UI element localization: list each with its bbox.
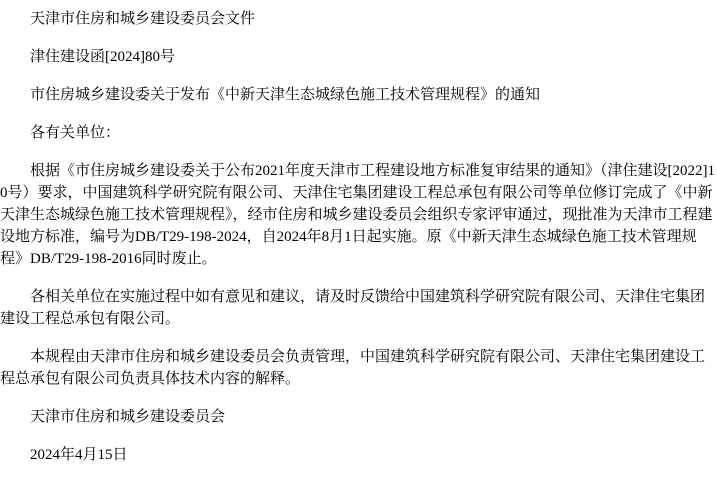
document-header: 天津市住房和城乡建设委员会文件 [30, 11, 256, 27]
document-number: 津住建设函[2024]80号 [30, 49, 175, 65]
notice-title: 市住房城乡建设委关于发布《中新天津生态城绿色施工技术管理规程》的通知 [30, 87, 541, 103]
signature: 天津市住房和城乡建设委员会 [30, 409, 226, 425]
issue-date: 2024年4月15日 [30, 447, 128, 463]
body-paragraph: 本规程由天津市住房和城乡建设委员会负责管理，中国建筑科学研究院有限公司、天津住宅集团建设工程总承包有限公司负责具体技术内容的解释。 [0, 349, 706, 387]
body-paragraph: 各相关单位在实施过程中如有意见和建议，请及时反馈给中国建筑科学研究院有限公司、天津住宅集团建设工程总承包有限公司。 [0, 289, 706, 327]
salutation: 各有关单位： [30, 125, 121, 141]
body-paragraph: 根据《市住房城乡建设委关于公布2021年度天津市工程建设地方标准复审结果的通知》（津住建设[2022]10号）要求，中国建筑科学研究院有限公司、天津住宅集团建设工程总承包有限公司等单位修订完成了《中新天津生态城绿色施工技术管理规程》，经市住房和城乡建设委员会组织专家评审通过，现批准为天津市工程建设地方标准，编号为DB/T29-198-2024，自2024年8月1日起实施。原《中新天津生态城绿色施工技术管理规程》DB/T29-198-2016同时废止。 [0, 163, 715, 267]
